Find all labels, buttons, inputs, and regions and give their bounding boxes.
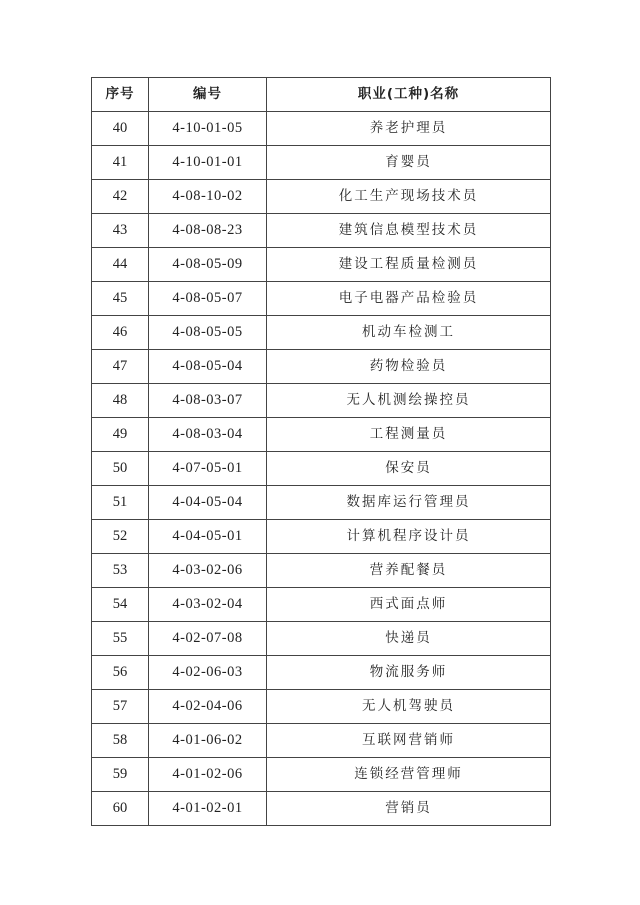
row-name-cell: 药物检验员 (267, 350, 551, 384)
table-row (92, 724, 551, 758)
row-code-cell: 4-03-02-04 (149, 588, 267, 622)
table-row (92, 622, 551, 656)
header-name: 职业(工种)名称 (267, 78, 551, 112)
row-name-cell: 无人机测绘操控员 (267, 384, 551, 418)
row-name-cell: 保安员 (267, 452, 551, 486)
row-name-cell: 无人机驾驶员 (267, 690, 551, 724)
table-header (92, 78, 551, 112)
row-index-cell: 52 (92, 520, 149, 554)
row-name-cell: 连锁经营管理师 (267, 758, 551, 792)
row-code-cell: 4-01-02-06 (149, 758, 267, 792)
row-code-cell: 4-04-05-01 (149, 520, 267, 554)
row-index-cell: 48 (92, 384, 149, 418)
table-body (92, 112, 551, 826)
table-row (92, 384, 551, 418)
table-row (92, 350, 551, 384)
row-code-cell: 4-08-10-02 (149, 180, 267, 214)
row-name-cell: 营销员 (267, 792, 551, 826)
row-index-cell: 50 (92, 452, 149, 486)
row-code-cell: 4-08-08-23 (149, 214, 267, 248)
header-index: 序号 (92, 78, 149, 112)
row-code-cell: 4-04-05-04 (149, 486, 267, 520)
table-row (92, 146, 551, 180)
row-code-cell: 4-01-06-02 (149, 724, 267, 758)
table-row (92, 486, 551, 520)
table-row (92, 112, 551, 146)
row-index-cell: 55 (92, 622, 149, 656)
row-name-cell: 养老护理员 (267, 112, 551, 146)
table-row (92, 690, 551, 724)
row-index-cell: 42 (92, 180, 149, 214)
row-index-cell: 54 (92, 588, 149, 622)
row-name-cell: 建设工程质量检测员 (267, 248, 551, 282)
row-code-cell: 4-08-05-07 (149, 282, 267, 316)
table-row (92, 554, 551, 588)
header-row (92, 78, 551, 112)
row-name-cell: 机动车检测工 (267, 316, 551, 350)
row-name-cell: 工程测量员 (267, 418, 551, 452)
row-code-cell: 4-02-06-03 (149, 656, 267, 690)
row-name-cell: 育婴员 (267, 146, 551, 180)
table-row (92, 588, 551, 622)
table-row (92, 758, 551, 792)
row-index-cell: 59 (92, 758, 149, 792)
table-row (92, 214, 551, 248)
table-row (92, 520, 551, 554)
row-code-cell: 4-08-03-04 (149, 418, 267, 452)
row-index-cell: 43 (92, 214, 149, 248)
row-name-cell: 化工生产现场技术员 (267, 180, 551, 214)
row-index-cell: 45 (92, 282, 149, 316)
row-index-cell: 40 (92, 112, 149, 146)
table-row (92, 452, 551, 486)
table-row (92, 316, 551, 350)
row-name-cell: 数据库运行管理员 (267, 486, 551, 520)
row-code-cell: 4-10-01-01 (149, 146, 267, 180)
row-code-cell: 4-08-05-05 (149, 316, 267, 350)
table-row (92, 248, 551, 282)
row-index-cell: 41 (92, 146, 149, 180)
row-index-cell: 49 (92, 418, 149, 452)
row-code-cell: 4-08-05-04 (149, 350, 267, 384)
row-index-cell: 53 (92, 554, 149, 588)
table-row (92, 180, 551, 214)
row-index-cell: 44 (92, 248, 149, 282)
row-index-cell: 57 (92, 690, 149, 724)
row-code-cell: 4-08-03-07 (149, 384, 267, 418)
occupation-table-container (91, 77, 550, 826)
row-code-cell: 4-02-07-08 (149, 622, 267, 656)
header-code: 编号 (149, 78, 267, 112)
row-name-cell: 计算机程序设计员 (267, 520, 551, 554)
row-name-cell: 西式面点师 (267, 588, 551, 622)
table-row (92, 282, 551, 316)
table-row (92, 418, 551, 452)
table-row (92, 792, 551, 826)
row-name-cell: 电子电器产品检验员 (267, 282, 551, 316)
row-code-cell: 4-10-01-05 (149, 112, 267, 146)
row-name-cell: 快递员 (267, 622, 551, 656)
row-name-cell: 互联网营销师 (267, 724, 551, 758)
row-index-cell: 47 (92, 350, 149, 384)
row-index-cell: 51 (92, 486, 149, 520)
row-name-cell: 建筑信息模型技术员 (267, 214, 551, 248)
row-index-cell: 60 (92, 792, 149, 826)
row-index-cell: 56 (92, 656, 149, 690)
row-code-cell: 4-02-04-06 (149, 690, 267, 724)
row-code-cell: 4-08-05-09 (149, 248, 267, 282)
row-code-cell: 4-07-05-01 (149, 452, 267, 486)
row-code-cell: 4-03-02-06 (149, 554, 267, 588)
occupation-table (91, 77, 551, 826)
row-name-cell: 营养配餐员 (267, 554, 551, 588)
table-row (92, 656, 551, 690)
row-code-cell: 4-01-02-01 (149, 792, 267, 826)
row-index-cell: 58 (92, 724, 149, 758)
row-name-cell: 物流服务师 (267, 656, 551, 690)
row-index-cell: 46 (92, 316, 149, 350)
